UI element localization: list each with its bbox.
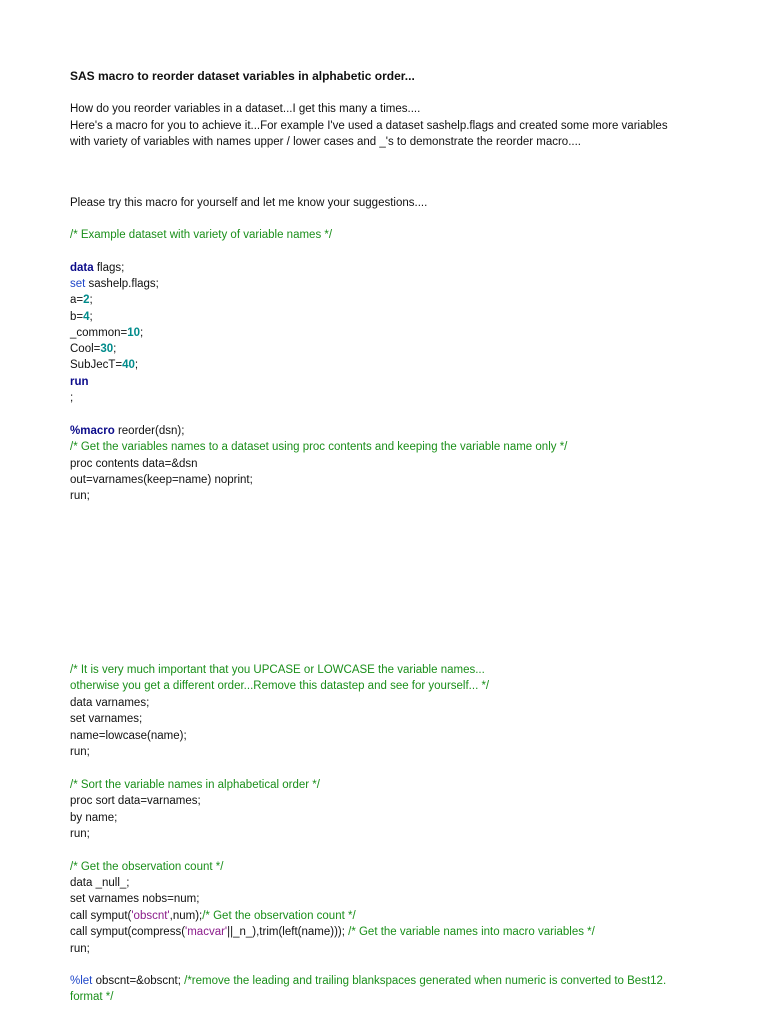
code-line (70, 261, 124, 275)
code-comment: /*remove the leading and trailing blankspaces generated when numeric is converted to Best12. (184, 975, 667, 987)
code-line (70, 293, 93, 307)
code-line (70, 424, 184, 438)
code-text: Cool= (70, 343, 101, 355)
code-line (70, 310, 93, 324)
try-text: Please try this macro for yourself and let me know your suggestions.... (70, 197, 428, 209)
code-text: sashelp.flags; (85, 278, 159, 290)
code-line: set varnames nobs=num; (70, 893, 200, 905)
code-line: run; (70, 746, 90, 758)
code-line (70, 358, 138, 372)
keyword: set (70, 278, 86, 290)
code-comment: /* Sort the variable names in alphabetical order */ (70, 779, 320, 791)
code-line (70, 277, 159, 291)
code-line: data _null_; (70, 877, 130, 889)
number-literal: 30 (100, 343, 114, 355)
code-line (70, 909, 356, 923)
number-literal: 10 (127, 327, 141, 339)
number-literal: 2 (83, 294, 90, 306)
code-comment: format */ (70, 991, 114, 1003)
intro-line-2: Here's a macro for you to achieve it...For example I've used a dataset sashelp.flags and created some more variables (70, 120, 668, 132)
code-line: name=lowcase(name); (70, 730, 187, 742)
intro-line-1: How do you reorder variables in a dataset...I get this many a times.... (70, 103, 421, 115)
code-line: out=varnames(keep=name) noprint; (70, 474, 253, 486)
code-text: a= (70, 294, 84, 306)
code-line: data varnames; (70, 697, 150, 709)
code-text: ; (89, 294, 93, 306)
code-text: SubJecT= (70, 359, 123, 371)
code-line: proc sort data=varnames; (70, 795, 201, 807)
code-line (70, 974, 666, 988)
code-text: reorder(dsn); (114, 425, 185, 437)
code-line: proc contents data=&dsn (70, 458, 198, 470)
code-text: flags; (93, 262, 125, 274)
code-text: ; (113, 343, 117, 355)
string-literal: 'obscnt' (131, 910, 170, 922)
code-line: run; (70, 943, 90, 955)
code-line: run; (70, 828, 90, 840)
code-text: call symput(compress( (70, 926, 186, 938)
intro-line-3: with variety of variables with names upper / lower cases and _'s to demonstrate the reorder macro.... (70, 136, 581, 148)
code-text: ,num); (169, 910, 203, 922)
code-line: set varnames; (70, 713, 143, 725)
keyword: run (70, 376, 89, 388)
code-line: ; (70, 392, 74, 404)
code-comment: /* Get the variable names into macro variables */ (348, 926, 595, 938)
post-title: SAS macro to reorder dataset variables in alphabetic order... (70, 69, 415, 83)
code-comment: /* Example dataset with variety of variable names */ (70, 229, 333, 241)
string-literal: 'macvar' (185, 926, 228, 938)
code-text: ; (134, 359, 139, 371)
code-text: ; (89, 311, 93, 323)
code-comment: /* Get the observation count */ (202, 910, 356, 922)
keyword: %let (70, 975, 93, 987)
code-text: ||_n_),trim(left(name))); (227, 926, 349, 938)
code-line (70, 342, 116, 356)
code-line (70, 326, 143, 340)
code-text: ; (140, 327, 144, 339)
code-text: _common= (70, 327, 128, 339)
number-literal: 40 (122, 359, 135, 371)
keyword: %macro (70, 425, 115, 437)
number-literal: 4 (83, 311, 90, 323)
code-text: b= (70, 311, 84, 323)
code-text: call symput( (70, 910, 132, 922)
keyword: data (70, 262, 94, 274)
code-comment: otherwise you get a different order...Remove this datastep and see for yourself... */ (70, 680, 490, 692)
code-comment: /* Get the observation count */ (70, 861, 224, 873)
code-line: run; (70, 490, 90, 502)
code-comment: /* Get the variables names to a dataset using proc contents and keeping the variable name only */ (70, 441, 568, 453)
code-text: obscnt=&obscnt; (92, 975, 185, 987)
code-line (70, 925, 595, 939)
code-comment: /* It is very much important that you UPCASE or LOWCASE the variable names... (70, 664, 485, 676)
code-line: by name; (70, 812, 118, 824)
